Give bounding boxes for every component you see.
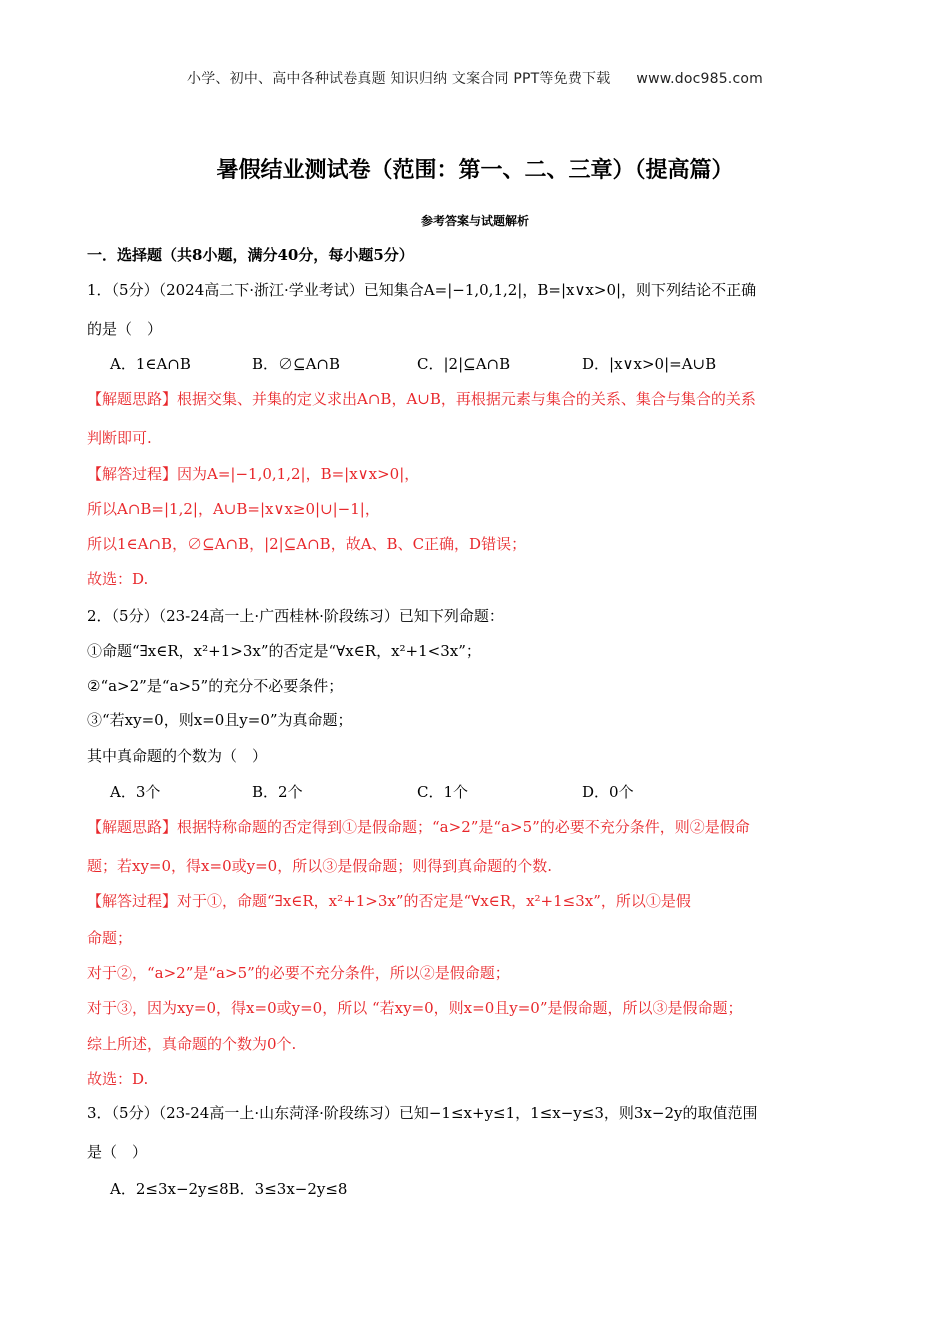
q2-option-b: B．2个 — [252, 783, 303, 801]
q3-option-ab: A．2≤3x−2y≤8B．3≤3x−2y≤8 — [110, 1180, 348, 1198]
section-heading: 一．选择题（共8小题，满分40分，每小题5分） — [87, 246, 414, 264]
header-site-link[interactable]: www.doc985.com — [636, 71, 763, 87]
q1-stem-line-2: 的是（ ） — [87, 320, 163, 338]
q2-process-line-2: 命题； — [87, 929, 133, 947]
q1-process-line-2: 所以A∩B=|1,2|，A∪B=|x∨x≥0|∪|−1|， — [87, 500, 380, 518]
q1-idea-line-2: 判断即可. — [87, 429, 152, 447]
q2-idea-text-1: 根据特称命题的否定得到①是假命题；“a>2”是“a>5”的必要不充分条件，则②是假命 — [177, 818, 750, 836]
q2-option-d: D．0个 — [582, 783, 634, 801]
q2-stem: 2．（5分）（23-24高一上·广西桂林·阶段练习）已知下列命题： — [87, 607, 504, 625]
q2-process-line-1 — [87, 890, 867, 911]
q1-option-d: D．|x∨x>0|=A∪B — [582, 355, 717, 373]
q1-process-line-3: 所以1∈A∩B，∅⊆A∩B，|2|⊆A∩B，故A、B、C正确，D错误； — [87, 535, 527, 553]
q1-idea-line-1 — [87, 388, 867, 409]
q1-option-c: C．|2|⊆A∩B — [417, 355, 511, 373]
q1-stem-line-1: 1．（5分）（2024高二下·浙江·学业考试）已知集合A=|−1,0,1,2|，B=|x∨x>0|，则下列结论不正确 — [87, 281, 757, 299]
q1-process-tag: 【解答过程】 — [87, 465, 178, 483]
page-header — [0, 68, 950, 88]
q2-ask: 其中真命题的个数为（ ） — [87, 747, 268, 765]
q2-process-text-1: 对于①，命题“∃x∈R，x²+1>3x”的否定是“∀x∈R，x²+1≤3x”，所以①是假 — [177, 892, 691, 910]
q1-answer: 故选：D. — [87, 570, 149, 588]
q2-process-line-3: 对于②，“a>2”是“a>5”的必要不充分条件，所以②是假命题； — [87, 964, 510, 982]
document-title: 暑假结业测试卷（范围：第一、二、三章）（提高篇） — [216, 158, 734, 183]
q1-process-text-1: 因为A=|−1,0,1,2|，B=|x∨x>0|， — [177, 465, 420, 483]
q2-process-line-5: 综上所述，真命题的个数为0个. — [87, 1035, 297, 1053]
q3-stem-line-1: 3．（5分）（23-24高一上·山东菏泽·阶段练习）已知−1≤x+y≤1，1≤x−y≤3，则3x−2y的取值范围 — [87, 1104, 758, 1122]
q2-item-1: ①命题“∃x∈R，x²+1>3x”的否定是“∀x∈R，x²+1<3x”； — [87, 642, 481, 660]
document-subtitle: 参考答案与试题解析 — [420, 214, 529, 228]
q2-idea-line-1 — [87, 816, 867, 837]
q2-option-c: C．1个 — [417, 783, 469, 801]
q1-option-a: A．1∈A∩B — [110, 355, 191, 373]
q2-process-line-4: 对于③，因为xy=0，得x=0或y=0，所以 “若xy=0，则x=0且y=0”是假命题，所以③是假命题； — [87, 999, 743, 1017]
q2-idea-tag: 【解题思路】 — [87, 818, 178, 836]
q2-item-3: ③“若xy=0，则x=0且y=0”为真命题； — [87, 711, 353, 729]
q1-process-line-1 — [87, 463, 867, 484]
q1-idea-text-1: 根据交集、并集的定义求出A∩B，A∪B，再根据元素与集合的关系、集合与集合的关系 — [177, 390, 756, 408]
q2-answer: 故选：D. — [87, 1070, 149, 1088]
q2-process-tag: 【解答过程】 — [87, 892, 178, 910]
q3-stem-line-2: 是（ ） — [87, 1143, 148, 1161]
q2-idea-line-2: 题；若xy=0，得x=0或y=0，所以③是假命题；则得到真命题的个数. — [87, 857, 552, 875]
q1-option-b: B．∅⊆A∩B — [252, 355, 341, 373]
header-text: 小学、初中、高中各种试卷真题 知识归纳 文案合同 PPT等免费下载 — [187, 71, 611, 87]
q2-option-a: A．3个 — [110, 783, 161, 801]
q1-idea-tag: 【解题思路】 — [87, 390, 178, 408]
q2-item-2: ②“a>2”是“a>5”的充分不必要条件； — [87, 677, 344, 695]
